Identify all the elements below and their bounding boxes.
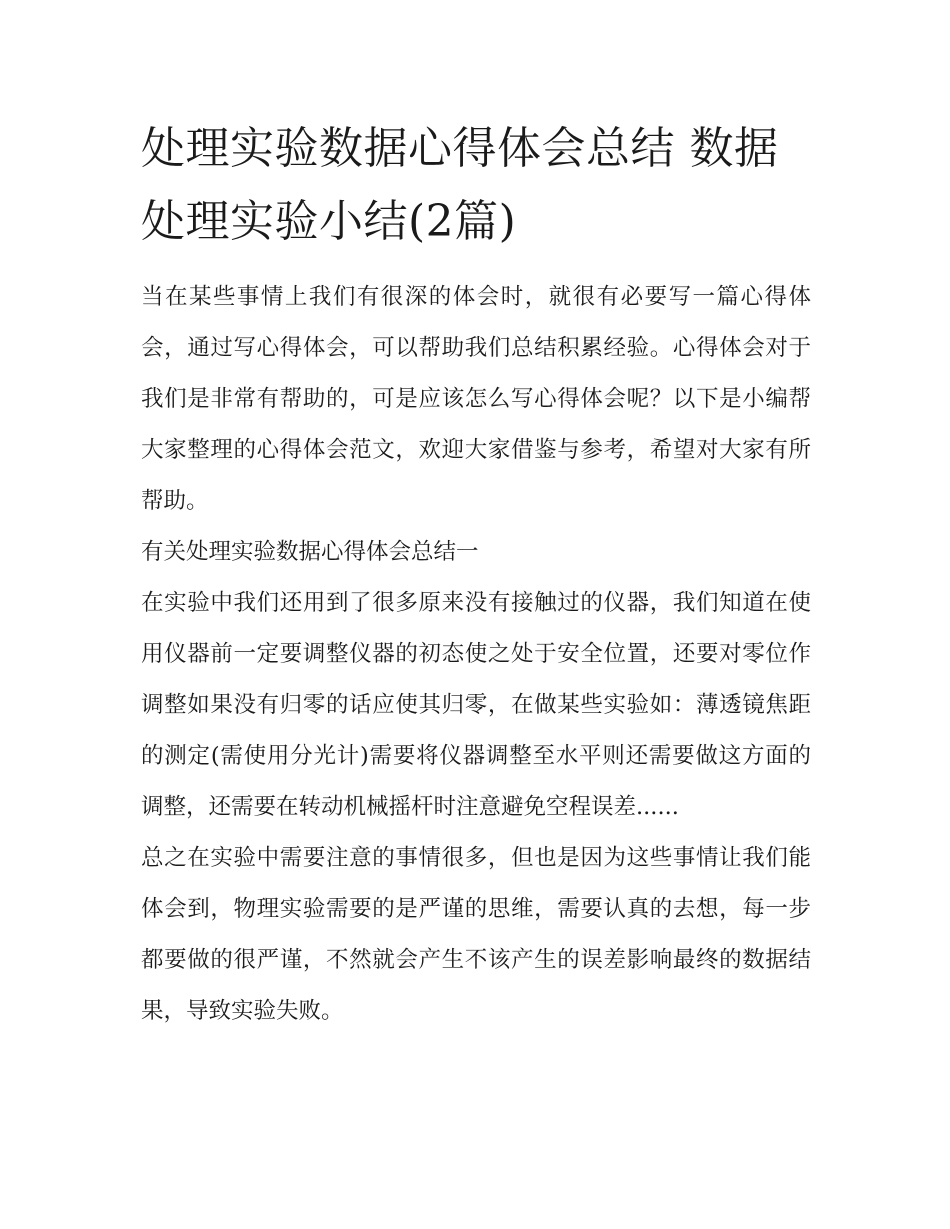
body-paragraph: 在实验中我们还用到了很多原来没有接触过的仪器，我们知道在使用仪器前一定要调整仪器的初态使之处于安全位置，还要对零位作调整如果没有归零的话应使其归零，在做某些实验如：薄透镜焦距的测定(需使用分光计)需要将仪器调整至水平则还需要做这方面的调整，还需要在转动机械摇杆时注意避免空程误差...... (141, 590, 811, 820)
body-paragraph: 总之在实验中需要注意的事情很多，但也是因为这些事情让我们能体会到，物理实验需要的是严谨的思维，需要认真的去想，每一步都要做的很严谨，不然就会产生不该产生的误差影响最终的数据结果，导致实验失败。 (141, 845, 811, 1024)
intro-paragraph: 当在某些事情上我们有很深的体会时，就很有必要写一篇心得体会，通过写心得体会，可以帮助我们总结积累经验。心得体会对于我们是非常有帮助的，可是应该怎么写心得体会呢？以下是小编帮大家整理的心得体会范文，欢迎大家借鉴与参考，希望对大家有所帮助。 (141, 284, 811, 514)
section-heading: 有关处理实验数据心得体会总结一 (141, 539, 479, 565)
document-body (141, 112, 811, 1037)
page-title: 处理实验数据心得体会总结 数据处理实验小结(2篇) (141, 123, 779, 247)
